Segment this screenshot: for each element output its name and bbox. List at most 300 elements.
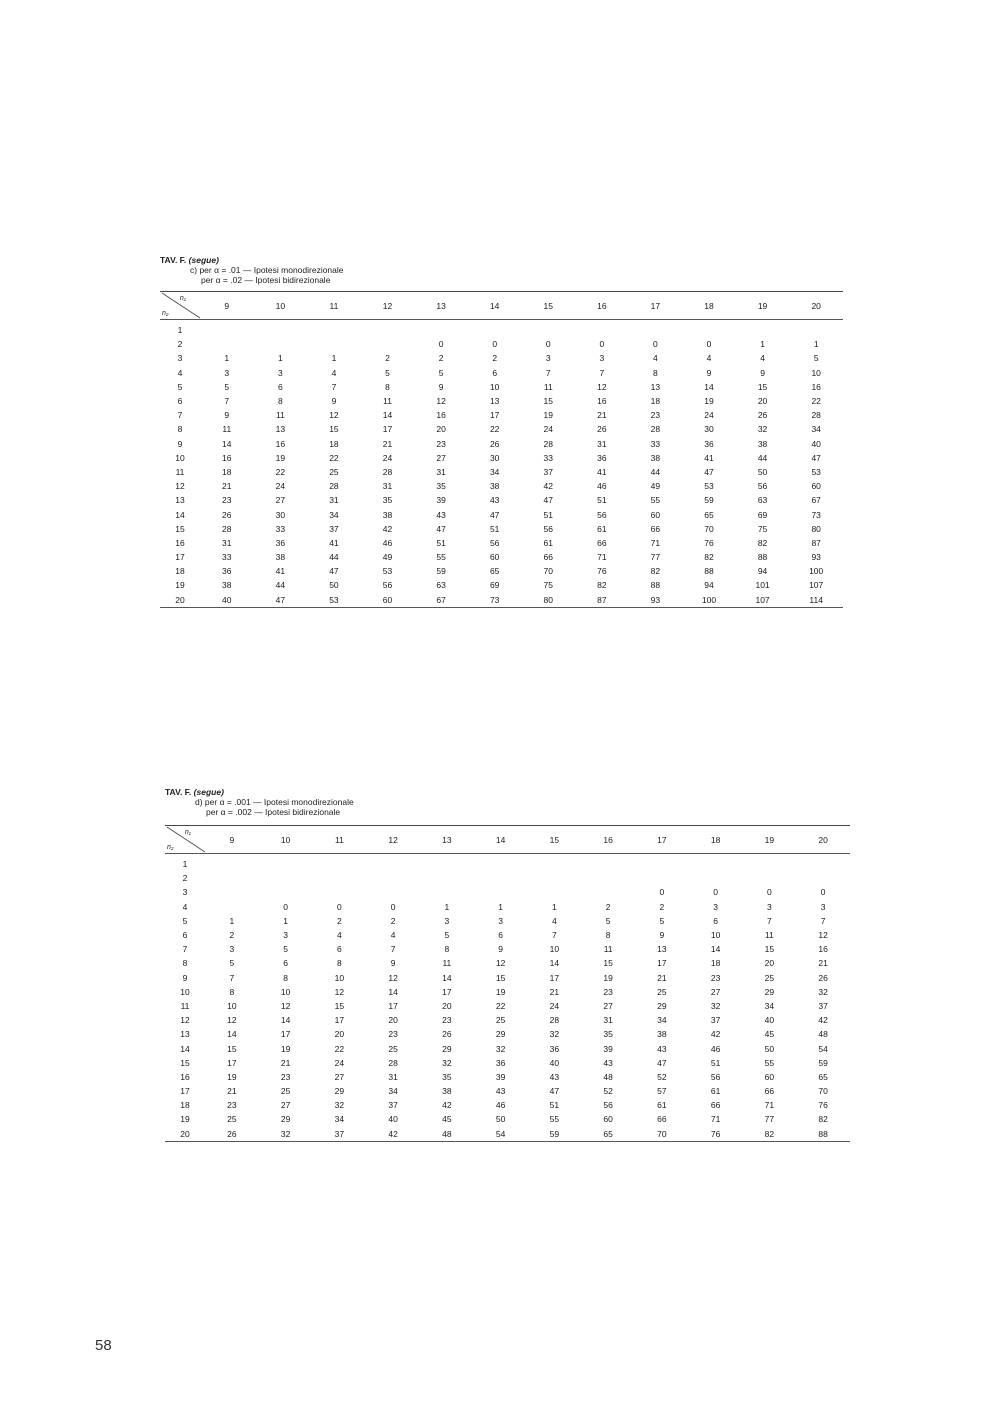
table-cell	[743, 871, 797, 885]
table-cell: 4	[653, 353, 658, 364]
table-cell: 7	[820, 915, 826, 926]
table-cell: 3	[599, 353, 605, 364]
table-cell: 8	[278, 396, 283, 407]
table-cell: 2	[605, 901, 611, 912]
table-cell: 82	[704, 552, 714, 563]
page-number: 58	[95, 1337, 112, 1354]
table-cell: 26	[489, 438, 500, 449]
row-label: 11	[180, 1000, 190, 1011]
table-cell: 1	[760, 339, 765, 350]
table-cell: 26	[442, 1029, 452, 1040]
table-cell: 6	[713, 915, 718, 926]
table-cell: 14	[280, 1015, 291, 1026]
column-header: 11	[307, 292, 361, 320]
column-header: 18	[682, 292, 736, 320]
table-cell: 107	[809, 580, 824, 591]
table-cell: 31	[388, 1071, 398, 1082]
column-header: 14	[474, 826, 528, 854]
table-cell: 46	[495, 1100, 506, 1111]
table-cell: 24	[543, 424, 553, 435]
table-cell: 29	[764, 986, 775, 997]
caption-line-2: per α = .02 — Ipotesi bidirezionale	[201, 275, 331, 285]
table-cell: 51	[543, 509, 553, 520]
table-cell: 26	[205, 1127, 259, 1142]
table-cell: 23	[603, 986, 613, 997]
table-row	[165, 999, 850, 1013]
table-cell: 11	[275, 410, 285, 421]
table-cell: 87	[811, 537, 821, 548]
table-cell: 9	[706, 367, 712, 378]
table-row	[160, 394, 843, 408]
table-cell: 40	[764, 1015, 775, 1026]
table-cell: 25	[227, 1114, 237, 1125]
table-cell: 44	[757, 452, 768, 463]
table-cell: 30	[704, 424, 714, 435]
table-cell: 43	[549, 1071, 560, 1082]
table-cell: 32	[549, 1029, 560, 1040]
table-cell: 56	[382, 580, 393, 591]
table-cell: 25	[329, 466, 339, 477]
table-cell: 21	[382, 438, 393, 449]
table-cell: 59	[704, 495, 714, 506]
table-cell: 17	[489, 410, 500, 421]
table-cell: 19	[704, 396, 714, 407]
table-cell: 28	[329, 481, 339, 492]
table-cell: 42	[543, 481, 553, 492]
table-cell: 23	[227, 1100, 237, 1111]
table-cell	[205, 900, 259, 914]
table-cell: 8	[229, 986, 235, 997]
table-cell: 8	[337, 958, 342, 969]
table-cell	[254, 337, 308, 351]
caption-title-suffix: (segue)	[188, 255, 219, 265]
table-cell: 70	[635, 1127, 689, 1142]
row-label: 10	[180, 986, 190, 997]
table-cell	[468, 320, 522, 338]
table-cell: 21	[549, 986, 560, 997]
table-row	[165, 900, 850, 914]
table-cell: 1	[552, 901, 557, 912]
table-cell: 21	[818, 958, 828, 969]
table-cell: 47	[543, 495, 553, 506]
table-cell: 13	[657, 944, 667, 955]
row-label: 6	[177, 396, 183, 407]
row-label: 13	[175, 495, 185, 506]
table-cell: 65	[489, 566, 500, 577]
table-row	[165, 871, 850, 885]
table-cell: 8	[605, 930, 611, 941]
table-cell: 51	[597, 495, 607, 506]
table-cell	[200, 337, 254, 351]
table-cell: 14	[442, 972, 452, 983]
table-cell: 7	[552, 930, 557, 941]
table-cell: 3	[820, 901, 826, 912]
table-cell: 11	[222, 424, 232, 435]
table-cell: 10	[811, 367, 821, 378]
table-cell: 94	[757, 566, 768, 577]
table-cell: 39	[495, 1071, 506, 1082]
table-row	[165, 1127, 850, 1142]
column-header: 17	[635, 826, 689, 854]
table-row	[160, 578, 843, 592]
table-cell: 17	[334, 1015, 345, 1026]
table-cell: 50	[329, 580, 339, 591]
table-cell: 38	[382, 509, 393, 520]
table-row	[165, 1112, 850, 1126]
table-cell: 20	[334, 1029, 345, 1040]
table-cell	[307, 337, 361, 351]
table-row	[165, 1013, 850, 1027]
table-caption-d	[165, 787, 850, 817]
table-cell: 32	[710, 1000, 721, 1011]
table-cell: 3	[278, 367, 283, 378]
table-cell: 13	[650, 381, 661, 392]
table-row	[160, 522, 843, 536]
table-cell: 16	[597, 396, 607, 407]
table-cell: 4	[390, 930, 396, 941]
table-cell: 1	[444, 901, 450, 912]
table-cell: 28	[650, 424, 661, 435]
table-cell: 35	[436, 481, 446, 492]
table-cell: 23	[388, 1029, 398, 1040]
table-cell: 5	[813, 353, 819, 364]
table-row	[160, 465, 843, 479]
table-cell	[743, 854, 797, 872]
table-cell	[205, 885, 259, 899]
table-cell: 12	[388, 972, 398, 983]
table-row	[160, 437, 843, 451]
table-cell: 30	[489, 452, 500, 463]
table-cell: 29	[334, 1086, 345, 1097]
table-cell: 34	[329, 509, 339, 520]
table-cell: 28	[543, 438, 553, 449]
table-cell: 50	[764, 1043, 775, 1054]
table-cell: 46	[382, 537, 393, 548]
row-label: 9	[182, 972, 188, 983]
corner-cell	[165, 826, 205, 854]
row-label: 18	[180, 1100, 190, 1111]
table-cell: 43	[657, 1043, 667, 1054]
table-cell: 12	[329, 410, 339, 421]
table-cell: 1	[229, 915, 235, 926]
table-cell: 53	[307, 593, 361, 608]
table-cell: 35	[603, 1029, 613, 1040]
table-cell: 33	[650, 438, 661, 449]
table-cell	[259, 885, 313, 899]
table-cell	[259, 854, 313, 872]
header-row	[160, 292, 843, 320]
table-cell: 28	[811, 410, 821, 421]
table-cell: 38	[442, 1086, 452, 1097]
table-cell: 19	[543, 410, 553, 421]
table-cell: 34	[334, 1114, 345, 1125]
table-row	[165, 1098, 850, 1112]
table-cell: 12	[280, 1000, 291, 1011]
column-header: 16	[581, 826, 635, 854]
table-cell: 60	[811, 481, 821, 492]
table-cell: 0	[283, 901, 288, 912]
table-cell: 1	[224, 353, 230, 364]
table-cell: 37	[543, 466, 553, 477]
table-cell: 0	[390, 901, 396, 912]
corner-row-label: n₂	[162, 310, 169, 317]
table-cell: 3	[229, 944, 235, 955]
table-cell: 0	[653, 339, 658, 350]
table-cell: 38	[657, 1029, 667, 1040]
table-cell: 17	[549, 972, 560, 983]
table-cell: 23	[650, 410, 661, 421]
table-cell: 82	[597, 580, 607, 591]
table-cell	[420, 885, 474, 899]
table-cell: 4	[760, 353, 765, 364]
table-cell: 27	[710, 986, 721, 997]
table-cell: 36	[704, 438, 714, 449]
table-cell: 24	[704, 410, 714, 421]
table-row	[165, 956, 850, 970]
table-cell: 49	[382, 552, 393, 563]
caption-title: TAV. F.	[165, 787, 192, 797]
table-cell: 66	[650, 523, 661, 534]
table-cell: 61	[657, 1100, 667, 1111]
column-header: 15	[521, 292, 575, 320]
table-cell: 11	[543, 381, 553, 392]
table-cell: 11	[764, 930, 774, 941]
table-cell: 32	[818, 986, 828, 997]
row-label: 9	[177, 438, 183, 449]
table-cell: 17	[657, 958, 667, 969]
critical-values-table-c	[160, 291, 843, 608]
caption-line-2: per α = .002 — Ipotesi bidirezionale	[206, 807, 341, 817]
table-cell: 36	[495, 1057, 506, 1068]
table-cell: 70	[818, 1086, 828, 1097]
table-cell	[629, 320, 683, 338]
table-cell: 18	[329, 438, 339, 449]
table-cell	[575, 320, 629, 338]
column-header: 18	[689, 826, 743, 854]
row-label: 8	[182, 958, 188, 969]
table-cell: 25	[388, 1043, 398, 1054]
table-cell: 33	[222, 552, 232, 563]
table-cell: 101	[755, 580, 770, 591]
table-row	[160, 337, 843, 351]
row-label: 5	[177, 381, 183, 392]
table-cell: 65	[581, 1127, 635, 1142]
table-header	[160, 292, 843, 320]
table-cell: 32	[259, 1127, 313, 1142]
table-cell: 10	[549, 944, 560, 955]
table-cell: 59	[818, 1057, 828, 1068]
table-cell	[528, 871, 582, 885]
table-cell: 31	[329, 495, 339, 506]
table-cell: 56	[757, 481, 768, 492]
table-row	[160, 408, 843, 422]
table-cell: 8	[653, 367, 658, 378]
column-header: 12	[361, 292, 415, 320]
table-cell	[581, 885, 635, 899]
table-cell: 2	[438, 353, 444, 364]
table-cell: 37	[710, 1015, 721, 1026]
table-cell: 69	[757, 509, 768, 520]
table-cell: 40	[811, 438, 821, 449]
table-cell: 0	[438, 339, 444, 350]
table-cell: 34	[657, 1015, 667, 1026]
table-cell: 42	[442, 1100, 452, 1111]
table-cell: 14	[704, 381, 714, 392]
table-cell: 23	[442, 1015, 452, 1026]
table-cell: 26	[757, 410, 768, 421]
table-cell: 4	[706, 353, 712, 364]
table-cell: 21	[597, 410, 607, 421]
table-cell: 7	[767, 915, 772, 926]
table-cell	[361, 337, 415, 351]
table-cell: 3	[545, 353, 551, 364]
table-row	[165, 928, 850, 942]
row-label: 12	[175, 481, 185, 492]
table-cell: 5	[229, 958, 235, 969]
table-cell: 17	[442, 986, 452, 997]
table-cell: 34	[388, 1086, 398, 1097]
table-cell: 25	[280, 1086, 291, 1097]
table-cell: 59	[528, 1127, 582, 1142]
table-cell	[366, 854, 420, 872]
table-cell: 41	[597, 466, 607, 477]
table-cell: 44	[650, 466, 661, 477]
corner-row-label: n₂	[167, 844, 174, 851]
table-cell: 6	[283, 958, 288, 969]
table-cell: 12	[495, 958, 506, 969]
table-cell	[796, 871, 850, 885]
table-cell: 100	[809, 566, 824, 577]
table-cell	[200, 320, 254, 338]
table-cell: 46	[597, 481, 607, 492]
table-cell: 17	[280, 1029, 291, 1040]
table-cell: 7	[224, 396, 230, 407]
table-cell: 7	[599, 367, 605, 378]
row-label: 7	[177, 410, 183, 421]
table-cell: 47	[704, 466, 714, 477]
table-cell: 9	[224, 410, 230, 421]
table-cell: 48	[603, 1071, 613, 1082]
row-label: 2	[182, 873, 188, 884]
table-cell: 44	[329, 552, 339, 563]
table-cell: 19	[227, 1071, 237, 1082]
table-cell: 12	[597, 381, 607, 392]
table-cell: 34	[489, 466, 500, 477]
table-cell: 2	[337, 915, 342, 926]
table-cell: 12	[818, 930, 828, 941]
column-header: 19	[743, 826, 797, 854]
table-cell: 1	[331, 353, 337, 364]
table-cell: 66	[764, 1086, 775, 1097]
table-cell: 55	[549, 1114, 560, 1125]
table-cell: 57	[657, 1086, 667, 1097]
table-row	[165, 854, 850, 872]
table-cell: 27	[280, 1100, 291, 1111]
table-cell: 88	[704, 566, 714, 577]
table-cell: 5	[605, 915, 611, 926]
table-cell: 53	[811, 466, 821, 477]
table-cell: 41	[275, 566, 286, 577]
table-row	[160, 380, 843, 394]
column-header: 17	[629, 292, 683, 320]
table-cell	[313, 854, 367, 872]
table-cell: 5	[438, 367, 444, 378]
table-cell: 80	[811, 523, 821, 534]
table-cell: 17	[382, 424, 393, 435]
column-header: 20	[789, 292, 843, 320]
table-row	[160, 479, 843, 493]
table-cell: 9	[498, 944, 503, 955]
table-cell: 22	[489, 424, 500, 435]
table-cell: 7	[229, 972, 235, 983]
table-cell: 93	[811, 552, 821, 563]
table-cell: 32	[334, 1100, 345, 1111]
table-cell: 15	[329, 424, 339, 435]
row-label: 1	[182, 859, 188, 870]
table-row	[160, 366, 843, 380]
table-cell: 19	[603, 972, 613, 983]
row-label: 8	[177, 424, 183, 435]
table-cell	[635, 854, 689, 872]
table-block-c	[160, 255, 843, 608]
table-cell: 22	[334, 1043, 345, 1054]
table-cell: 23	[222, 495, 232, 506]
table-cell: 22	[811, 396, 821, 407]
table-cell: 16	[275, 438, 286, 449]
table-cell: 26	[818, 972, 828, 983]
critical-values-table-d	[165, 825, 850, 1142]
table-cell: 29	[442, 1043, 452, 1054]
table-cell: 14	[382, 410, 393, 421]
table-cell: 70	[543, 566, 553, 577]
table-cell: 43	[495, 1086, 506, 1097]
table-cell: 0	[713, 887, 718, 898]
table-cell: 15	[334, 1000, 345, 1011]
table-cell: 15	[603, 958, 613, 969]
table-cell: 61	[543, 537, 553, 548]
table-cell: 4	[337, 930, 342, 941]
table-cell: 73	[468, 593, 522, 608]
table-cell: 40	[388, 1114, 398, 1125]
table-cell: 42	[710, 1029, 721, 1040]
table-cell: 60	[489, 552, 500, 563]
table-row	[165, 885, 850, 899]
table-cell: 18	[710, 958, 721, 969]
row-label: 19	[180, 1114, 190, 1125]
table-cell: 36	[222, 566, 232, 577]
table-cell: 47	[811, 452, 821, 463]
table-row	[165, 914, 850, 928]
table-cell: 22	[329, 452, 339, 463]
table-cell: 31	[603, 1015, 613, 1026]
table-cell: 42	[366, 1127, 420, 1142]
table-cell: 2	[492, 353, 498, 364]
table-row	[160, 507, 843, 521]
table-cell: 36	[597, 452, 607, 463]
row-label: 19	[175, 580, 185, 591]
table-cell: 88	[796, 1127, 850, 1142]
table-cell: 66	[710, 1100, 721, 1111]
table-cell: 56	[489, 537, 500, 548]
table-cell: 73	[811, 509, 821, 520]
table-cell: 49	[650, 481, 661, 492]
table-cell: 88	[650, 580, 661, 591]
table-cell: 13	[275, 424, 286, 435]
table-cell: 28	[382, 466, 393, 477]
table-cell: 47	[657, 1057, 667, 1068]
column-header: 10	[254, 292, 308, 320]
table-cell: 21	[280, 1057, 291, 1068]
